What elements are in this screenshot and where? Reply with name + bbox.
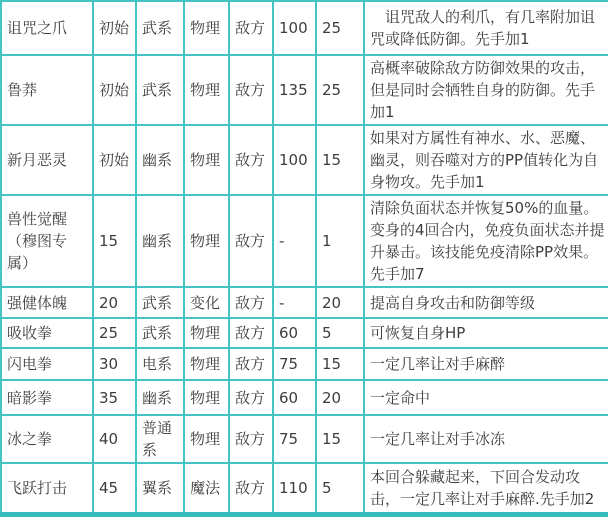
type-cell: 普通系 bbox=[136, 415, 184, 463]
category-cell: 物理 bbox=[184, 380, 229, 415]
pp-cell: 5 bbox=[316, 463, 364, 514]
target-cell: 敌方 bbox=[229, 55, 273, 125]
category-cell: 变化 bbox=[184, 287, 229, 318]
skill-name-cell: 诅咒之爪 bbox=[1, 1, 93, 55]
target-cell: 敌方 bbox=[229, 318, 273, 348]
target-cell: 敌方 bbox=[229, 380, 273, 415]
type-cell: 幽系 bbox=[136, 195, 184, 287]
table-row bbox=[1, 415, 608, 463]
type-cell: 电系 bbox=[136, 348, 184, 380]
category-cell: 物理 bbox=[184, 195, 229, 287]
power-cell: 110 bbox=[273, 463, 316, 514]
target-cell: 敌方 bbox=[229, 195, 273, 287]
description-cell: 提高自身攻击和防御等级 bbox=[364, 287, 608, 318]
pp-cell: 25 bbox=[316, 55, 364, 125]
power-cell: - bbox=[273, 195, 316, 287]
pp-cell: 5 bbox=[316, 318, 364, 348]
pp-cell: 15 bbox=[316, 415, 364, 463]
category-cell: 物理 bbox=[184, 318, 229, 348]
description-cell: 一定几率让对手冰冻 bbox=[364, 415, 608, 463]
pp-cell: 15 bbox=[316, 125, 364, 195]
power-cell: 75 bbox=[273, 348, 316, 380]
pp-cell: 20 bbox=[316, 287, 364, 318]
level-cell: 初始 bbox=[93, 125, 136, 195]
type-cell: 武系 bbox=[136, 1, 184, 55]
table-row bbox=[1, 195, 608, 287]
target-cell: 敌方 bbox=[229, 125, 273, 195]
table-row bbox=[1, 1, 608, 55]
skill-name-cell: 强健体魄 bbox=[1, 287, 93, 318]
power-cell: 60 bbox=[273, 318, 316, 348]
description-cell: 高概率破除敌方防御效果的攻击，但是同时会牺牲自身的防御。先手加1 bbox=[364, 55, 608, 125]
table-row bbox=[1, 318, 608, 348]
description-cell: 诅咒敌人的利爪，有几率附加诅咒或降低防御。先手加1 bbox=[364, 1, 608, 55]
pp-cell: 20 bbox=[316, 380, 364, 415]
power-cell: - bbox=[273, 287, 316, 318]
pp-cell: 25 bbox=[316, 1, 364, 55]
target-cell: 敌方 bbox=[229, 1, 273, 55]
target-cell: 敌方 bbox=[229, 463, 273, 514]
type-cell: 武系 bbox=[136, 287, 184, 318]
description-cell: 如果对方属性有神水、水、恶魔、幽灵，则吞噬对方的PP值转化为自身物攻。先手加1 bbox=[364, 125, 608, 195]
skill-name-cell: 兽性觉醒（穆图专属） bbox=[1, 195, 93, 287]
level-cell: 30 bbox=[93, 348, 136, 380]
level-cell: 35 bbox=[93, 380, 136, 415]
power-cell: 60 bbox=[273, 380, 316, 415]
pp-cell: 1 bbox=[316, 195, 364, 287]
type-cell: 武系 bbox=[136, 55, 184, 125]
skill-name-cell: 新月恶灵 bbox=[1, 125, 93, 195]
level-cell: 初始 bbox=[93, 55, 136, 125]
table-row bbox=[1, 380, 608, 415]
skill-name-cell: 暗影拳 bbox=[1, 380, 93, 415]
level-cell: 45 bbox=[93, 463, 136, 514]
skill-name-cell: 吸收拳 bbox=[1, 318, 93, 348]
skill-name-cell: 鲁莽 bbox=[1, 55, 93, 125]
power-cell: 135 bbox=[273, 55, 316, 125]
level-cell: 40 bbox=[93, 415, 136, 463]
type-cell: 翼系 bbox=[136, 463, 184, 514]
category-cell: 物理 bbox=[184, 415, 229, 463]
power-cell: 100 bbox=[273, 1, 316, 55]
level-cell: 25 bbox=[93, 318, 136, 348]
table-row bbox=[1, 55, 608, 125]
skill-name-cell: 闪电拳 bbox=[1, 348, 93, 380]
category-cell: 物理 bbox=[184, 348, 229, 380]
target-cell: 敌方 bbox=[229, 287, 273, 318]
category-cell: 物理 bbox=[184, 55, 229, 125]
description-cell: 本回合躲藏起来，下回合发动攻击，一定几率让对手麻醉.先手加2 bbox=[364, 463, 608, 514]
target-cell: 敌方 bbox=[229, 348, 273, 380]
pp-cell: 15 bbox=[316, 348, 364, 380]
table-row bbox=[1, 125, 608, 195]
level-cell: 15 bbox=[93, 195, 136, 287]
type-cell: 幽系 bbox=[136, 125, 184, 195]
type-cell: 武系 bbox=[136, 318, 184, 348]
description-cell: 清除负面状态并恢复50%的血量。变身的4回合内，免疫负面状态并提升暴击。该技能免疫清除PP效果。先手加7 bbox=[364, 195, 608, 287]
level-cell: 初始 bbox=[93, 1, 136, 55]
target-cell: 敌方 bbox=[229, 415, 273, 463]
description-cell: 可恢复自身HP bbox=[364, 318, 608, 348]
power-cell: 75 bbox=[273, 415, 316, 463]
table-row bbox=[1, 287, 608, 318]
power-cell: 100 bbox=[273, 125, 316, 195]
category-cell: 物理 bbox=[184, 1, 229, 55]
skill-name-cell: 冰之拳 bbox=[1, 415, 93, 463]
skill-name-cell: 飞跃打击 bbox=[1, 463, 93, 514]
category-cell: 物理 bbox=[184, 125, 229, 195]
description-cell: 一定几率让对手麻醉 bbox=[364, 348, 608, 380]
table-row bbox=[1, 348, 608, 380]
category-cell: 魔法 bbox=[184, 463, 229, 514]
level-cell: 20 bbox=[93, 287, 136, 318]
type-cell: 幽系 bbox=[136, 380, 184, 415]
description-cell: 一定命中 bbox=[364, 380, 608, 415]
